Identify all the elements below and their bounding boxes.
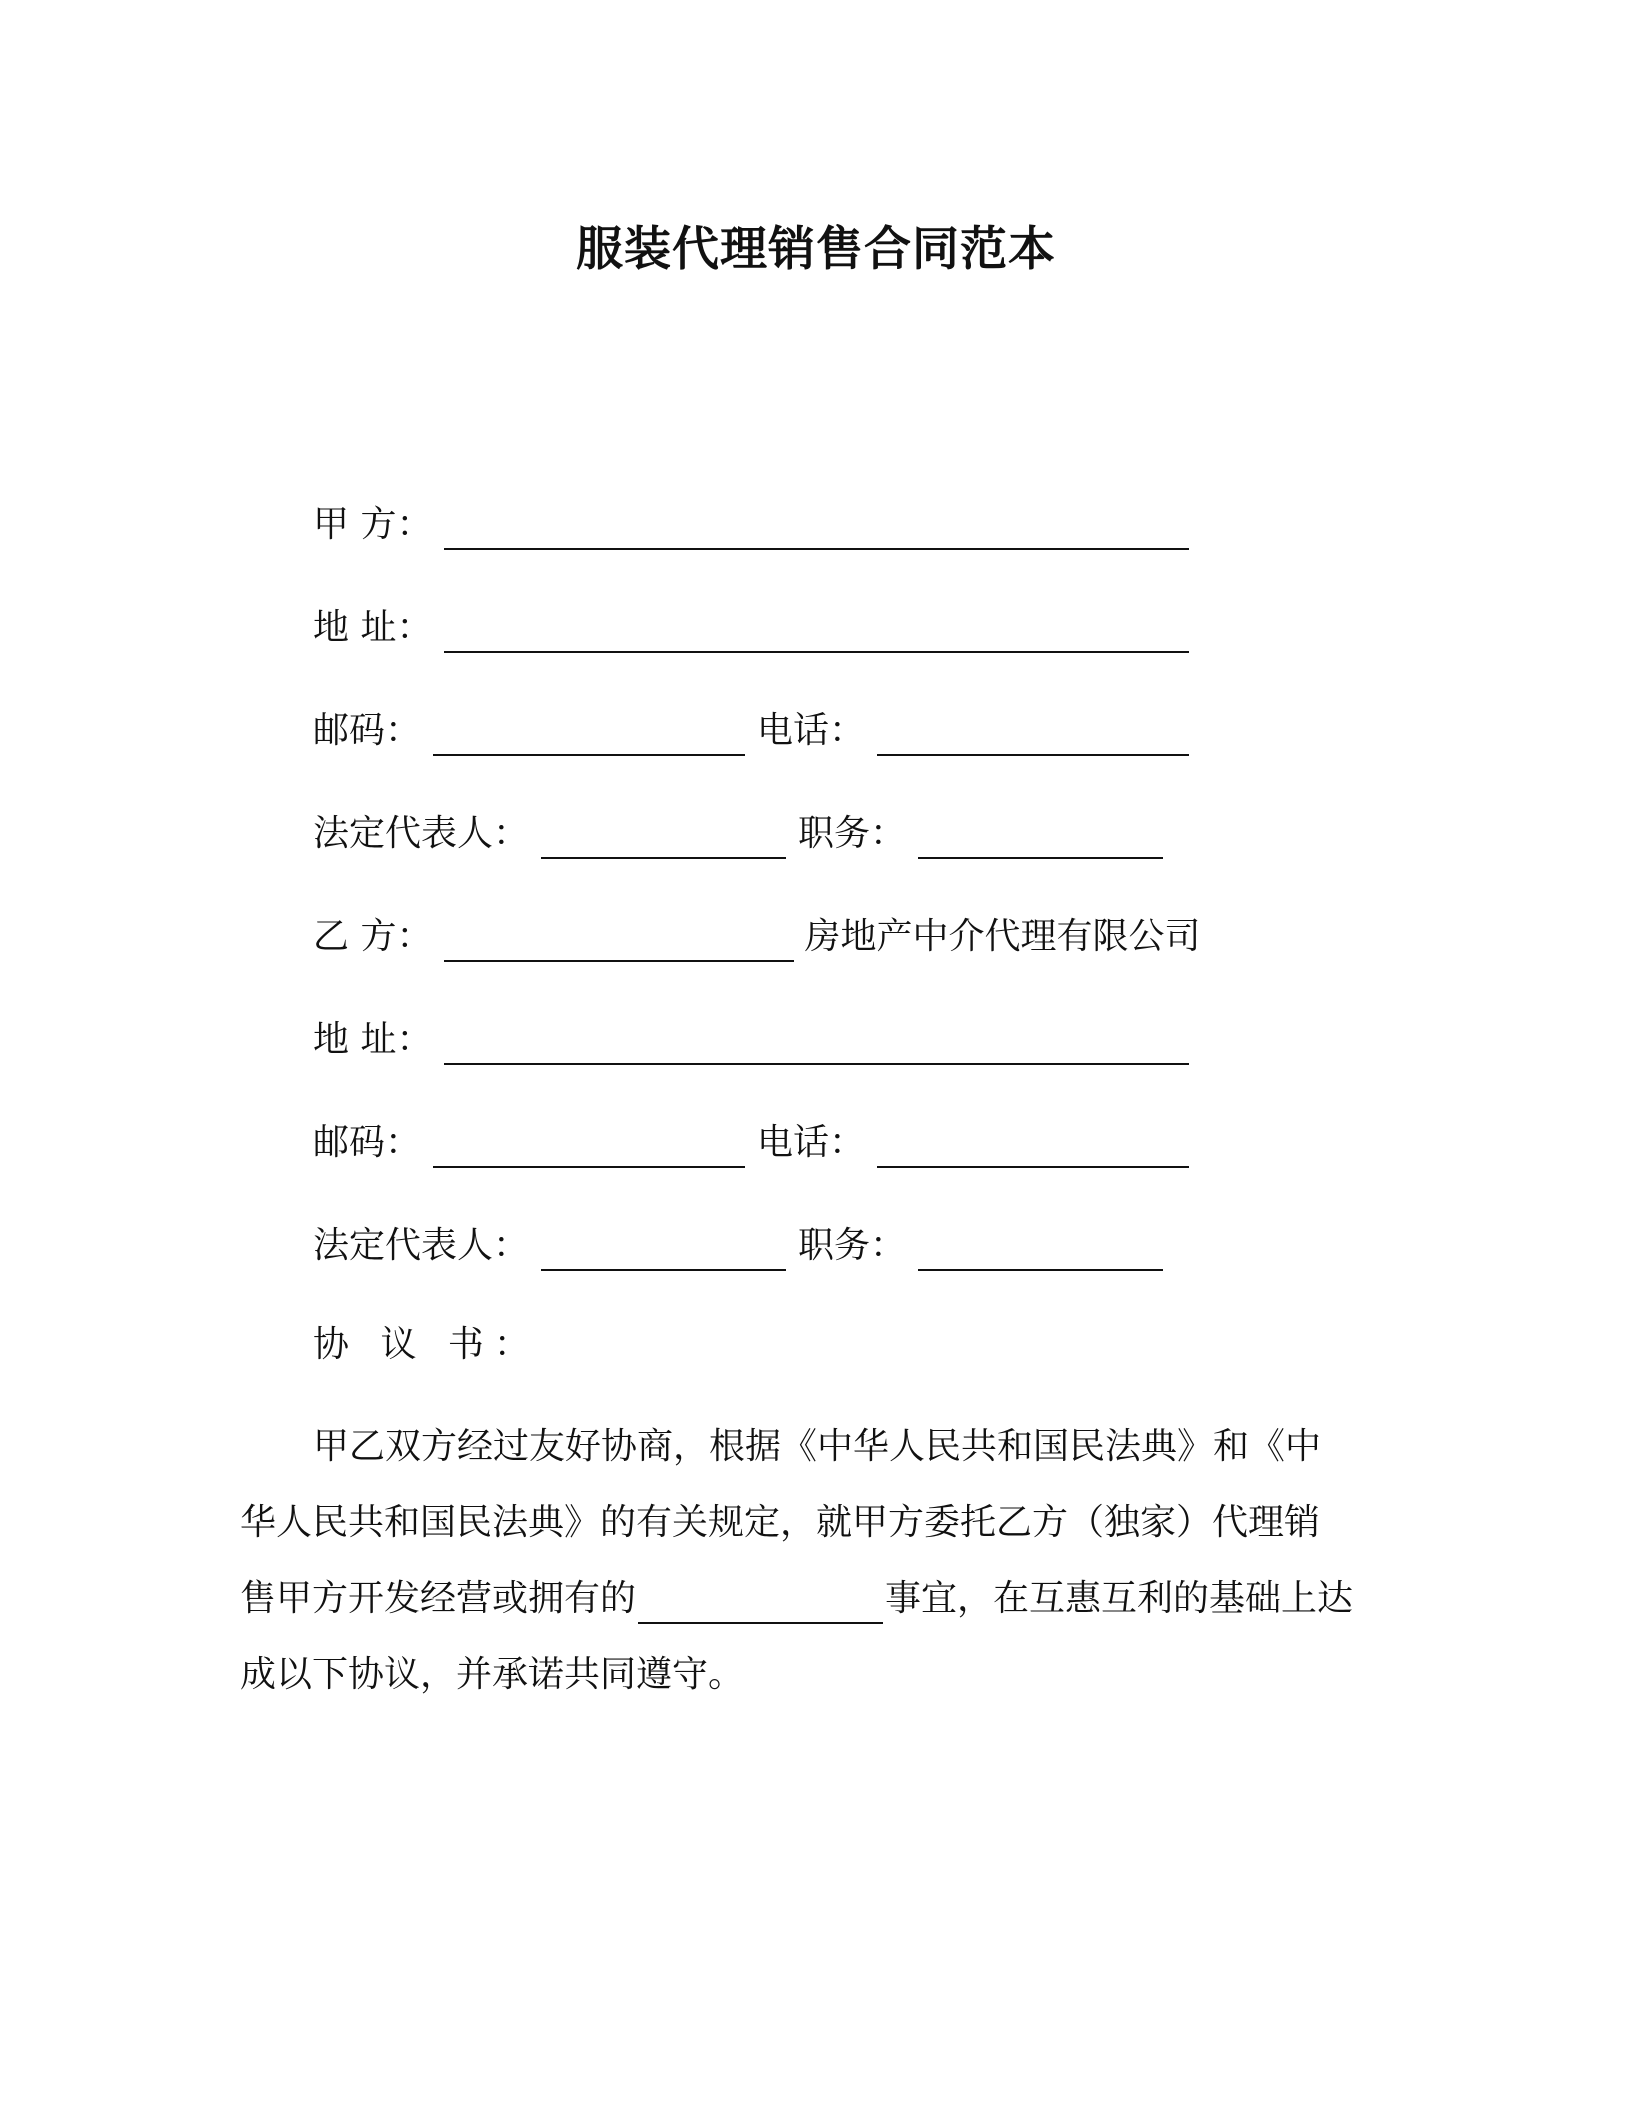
party-a-phone-label: 电话： [757,710,866,751]
agreement-heading: 协 议 书： [313,1324,540,1365]
paragraph-line-3-before: 售甲方开发经营或拥有的 [240,1578,637,1619]
party-b-name-label: 乙 方： [313,916,433,957]
party-a-name-blank [444,510,1189,550]
party-b-phone-blank [877,1128,1189,1168]
party-a-address-label: 地 址： [313,607,433,648]
document-title: 服装代理销售合同范本 [576,222,1056,277]
paragraph-item-blank [638,1584,883,1624]
party-b-address-label: 地 址： [313,1019,433,1060]
party-b-position-label: 职务： [798,1225,907,1266]
party-b-name-row [313,912,1200,962]
party-a-rep-row [313,809,1163,859]
party-a-rep-label: 法定代表人： [313,813,530,854]
party-b-position-blank [918,1231,1163,1271]
party-b-postcode-label: 邮码： [313,1122,422,1163]
party-a-postcode-label: 邮码： [313,710,422,751]
party-b-rep-blank [541,1231,786,1271]
party-b-contact-row [313,1118,1189,1168]
party-b-postcode-blank [433,1128,745,1168]
paragraph-line-4: 成以下协议，并承诺共同遵守。 [240,1654,745,1695]
party-b-address-row [313,1015,1189,1065]
party-b-rep-label: 法定代表人： [313,1225,530,1266]
party-a-name-label: 甲 方： [313,504,433,545]
paragraph-line-2: 华人民共和国民法典》的有关规定，就甲方委托乙方（独家）代理销 [240,1502,1321,1543]
paragraph-line-3-after: 事宜，在互惠互利的基础上达 [885,1578,1354,1619]
party-b-name-suffix: 房地产中介代理有限公司 [804,916,1201,957]
party-b-rep-row [313,1221,1163,1271]
party-a-position-label: 职务： [798,813,907,854]
party-a-address-blank [444,613,1189,653]
party-b-phone-label: 电话： [757,1122,866,1163]
party-b-address-blank [444,1025,1189,1065]
party-a-address-row [313,603,1189,653]
party-a-phone-blank [877,716,1189,756]
paragraph-line-3 [240,1574,1353,1624]
party-a-name-row [313,500,1189,550]
party-a-position-blank [918,819,1163,859]
party-a-rep-blank [541,819,786,859]
party-a-postcode-blank [433,716,745,756]
party-b-name-blank [444,922,794,962]
paragraph-line-1: 甲乙双方经过友好协商，根据《中华人民共和国民法典》和《中 [313,1426,1322,1467]
party-a-contact-row [313,706,1189,756]
